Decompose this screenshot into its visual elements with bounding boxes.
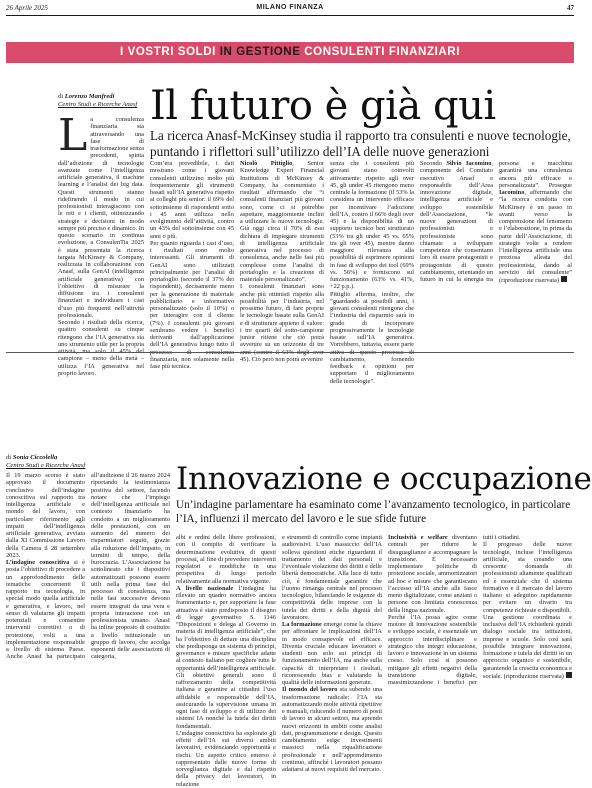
article2-column-2: albi e ordini delle libere professioni, con il compito di verificare la determinazione evolutiva di questi processi, al fine di prevedere interventi regolatori e modifiche in una prospettiva di lungo periodo relativamente alla normativa vigente. A livello nazionale l’indagine ha rilevato un quadro normativo ancora frammentario e, per supportare la fase attuativa è stato predisposto il disegno di legge governativo S. 1146 “Disposizioni e delega al Governo in materia di intelligenza artificiale”, che ha l’obiettivo di dettare una disciplina che predisponga un sistema di principi, governance e misure specifiche adatte al contesto italiano per cogliere tutte le opportunità dell’intelligenza artificiale. Gli obiettivi generali sono il rafforzamento della competitività italiana e garantire ai cittadini l’uso affidabile e responsabile dell’IA, assicurando la supervisione umana in ogni fase di sviluppo e di utilizzo dei sistemi IA nonché la tutela dei diritti fondamentali. L’indagine conoscitiva ha esplorato gli effetti dell’IA sui diversi ambiti lavorativi, evidenziando opportunità e rischi. Un aspetto critico emerso è rappresentato dalle nuove forme di sorveglianza digitale e dal rispetto della privacy dei lavoratori, in relazione bbox=[176, 534, 276, 788]
article2-author: Sonia Ciccolella bbox=[12, 454, 58, 461]
article1-dropcap: L bbox=[58, 110, 88, 161]
banner-part1: I VOSTRI SOLDI bbox=[120, 46, 220, 58]
article-divider bbox=[6, 352, 574, 353]
article2-column-3: e strumenti di controllo come impianti audiovisivi. L’uso massiccio dell’IA solleva questioni etiche riguardanti il trattamento dei dati personali e l’eventuale violazione dei diritti e delle libertà democratiche. Alla luce di tutto ciò, è fondamentale garantire che l’uomo rimanga centrale nel processo tecnologico, bilanciando le esigenze di competitività delle imprese con la tutela dei diritti e della dignità del lavoratore. La formazione emerge come la chiave per affrontare le implicazioni dell’IA in modo consapevole ed efficace. Diventa cruciale educare lavoratori e studenti non solo sui principi di funzionamento dell’IA, ma anche sulla capacità di interpretare i risultati, riconoscendo bias e valutando la qualità delle informazioni generate. Il mondo del lavoro sta subendo una trasformazione radicale: l’IA sta automatizzando molte attività ripetitive e manuali, riducendo il numero di posti di lavoro in alcuni settori, ma aprendo nuovi orizzonti in ambiti come analisi dati, programmazione e design. Questo cambiamento esige investimenti massicci nella riqualificazione professionale e nell’apprendimento continuo, affinché i lavoratori possano adattarsi ai nuovi requisiti del mercato. bbox=[282, 534, 383, 773]
article1-col1-text: a consulenza finanziaria sta attraversando una fase di trasformazione senza precedenti, spinta dall’adozione di tecnologie avanzate come l’intelligenza artificiale generativa, il machine learning e l’analisi dei big data. Questi strumenti stanno ridefinendo il modo in cui professionisti interagiscono con le reti e i clienti, ottimizzando strategie e decisioni in modo sempre più preciso e dinamico. In questo scenario in continua evoluzione, a ConsulenTia 2025 è stata presentata la ricerca targata McKinsey & Company, realizzata in collaborazione con Anasf, sulla GenAI (intelligenza artificiale generativa) con l’obiettivo di misurare la diffusione tra i consulenti finanziari e individuare i casi d’uso più frequenti nell’attività professionale. Secondo i risultati della ricerca, quattro consulenti su cinque ritengono che l’IA generativa sia uno strumento utile per la propria campione – meno della metà – utilizza l’IA generativa nel proprio lavoro. bbox=[58, 116, 144, 377]
article1-column-3 bbox=[240, 160, 324, 363]
page-number: 47 bbox=[567, 4, 574, 12]
article2-column-4: Inclusività e welfare diventano centrali per ridurre le disuguaglianze e accompagnare la transizione. È necessario implementare politiche di protezione sociale, ammortizzatori ad hoc e misure che garantiscano l’accesso all’IA anche alle fasce meno digitalizzate, come anziani o persone con limitata conoscenza della lingua nazionale. Perché l’IA possa agire come motore di innovazione sostenibile e sviluppo sociale, è essenziale un approccio interdisciplinare e strategico che integri educazione, lavoro e innovazione in un sistema coeso. Solo così si possono mitigare gli effetti negativi della transizione digitale, massimizzandone i benefici per tutti i cittadini. Il progresso delle nuove tecnologie, incluse l’intelligenza artificiale, sta creando una crescente domanda di professionisti altamente qualificati ed è essenziale che il sistema formativo e il mercato del lavoro italiano si adeguino rapidamente per evitare un divario tra competenze richieste e disponibili. Una gestione coordinata e inclusiva dell’IA richiederà quindi dialogo sociale tra istituzioni, imprese e scuole. Solo così sarà possibile integrare innovazione, formazione e tutela dei diritti in un approccio organico e sostenibile, garantendo la crescita economica e sociale. (riproduzione riservata) bbox=[388, 534, 572, 686]
end-mark-icon bbox=[566, 672, 572, 678]
end-mark-icon bbox=[561, 276, 567, 282]
article1-col3-lead: Nicolò Pittiglio bbox=[240, 160, 293, 167]
header-rule bbox=[6, 15, 574, 16]
article2-col3-lead: La formazione bbox=[282, 621, 322, 628]
article1-column-4 bbox=[330, 160, 414, 385]
section-banner bbox=[6, 42, 574, 63]
article2-col3-lead2: Il mondo del lavoro bbox=[282, 686, 338, 694]
issue-date: 26 Aprile 2025 bbox=[6, 4, 48, 12]
article1-author: Lorenzo Manfredi bbox=[64, 93, 115, 100]
article1-column-5: Secondo Silvio Iacomino, componente del Comitato esecutivo Anasf e responsabile dell’Area innovazione digitale, intelligenza artificiale e sviluppo sostenibile dell’Associazione, “le nuove generazioni di professionisti e professioniste sono chiamate a sviluppare competenze che consentano loro di essere protagonisti e protagoniste di questo cambiamento, orientando un futuro in cui la sinergia tra persona e macchina garantirà una consulenza ancora più efficace e personalizzata”. Prosegue Iacomino, affermando che “la ricerca condotta con McKinsey è un passo in avanti verso la comprensione del fenomeno e l’elaborazione, in prima da parte dell’Associazione, di strategie volte a rendere l’intelligenza artificiale una preziosa alleata del professionista, dando al servizio del consulente” (riproduzione riservata) bbox=[420, 160, 572, 284]
article2-column-1: Il 19 marzo scorso è stato approvato il documento conclusivo dell’indagine conoscitiva sul rapporto tra intelligenza artificiale e mondo del lavoro, con particolare riferimento agli impatti dell’intelligenza artificiale generativa, avviata dalla XI Commissione Lavoro della Camera il 28 settembre 2023. L’indagine conoscitiva si è posta l’obiettivo di procedere a un approfondimento delle tematiche concernenti il rapporto tra tecnologia, in special modo quella artificiale e generativa, e lavoro, nel senso di valutarne gli impatti potenziali e consentire interventi correttivi o di protezione, volti a una implementazione responsabile a livello di sistema Paese. Anche Anasf ha partecipato all’audizione il 26 marzo 2024 riportando la testimonianza positiva del settore, facendo notare che l’impiego dell’intelligenza artificiale nel contesto finanziario ha condotto a un miglioramento delle prestazioni, con un aumento del numero dei risparmiatori seguiti, grazie alla riduzione dell’impatto, in termini di tempo, della burocrazia. L’Associazione ha sottolineato che i dispositivi automatizzati possono essere utili nella prima fase del processo di consulenza, ma nelle fasi successive devono essere integrati da una vera e propria interazione con un professionista umano. Anasf ha infine proposto di costituire a livello istituzionale un gruppo di lavoro, che accolga esponenti delle associazioni di categoria, bbox=[6, 472, 170, 661]
banner-part2: IN GESTIONE bbox=[219, 46, 301, 58]
article1-col2-text: Com’era prevedibile, i dati mostrano come i giovani consulenti utilizzino molto più frequentemente gli strumenti basati sull’IA generativa rispetto ai colleghi più senior: il 69% del sottoinsieme di rispondenti sotto i 45 anni utilizza nello svolgimento dell’attività, contro un 43% del sottoinsieme con 45 anni o più. Per quanto riguarda i casi d’uso, i risultati sono molto interessanti. Gli strumenti di GenAI sono utilizzati principalmente per l’analisi di portafoglio (secondo il 37% dei rispondenti), decisamente meno per la generazione di materiale pubblicitario e informativo personalizzato (solo il 10%) o per interagire con il cliente (7%). I consulenti più giovani sembrano vedere i benefici derivanti dall’applicazione dell’IA generativa lungo tutto il finanziaria, non solamente nella fase più tecnica. bbox=[150, 160, 234, 370]
publication-name: MILANO FINANZA bbox=[256, 4, 324, 11]
article1-col5-lead: Silvio Iacomino bbox=[446, 160, 492, 167]
article2-subheadline: Un’indagine parlamentare ha esaminato come l’avanzamento tecnologico, in particolare l’IA, influenzi il mercato del lavoro e le sue sfide future bbox=[176, 499, 571, 525]
article1-author-role: Centro Studi e Ricerche Anasf bbox=[58, 101, 138, 108]
article2-col4-lead: Inclusività e welfare bbox=[388, 534, 448, 541]
article2-headline: Innovazione e occupazione bbox=[176, 461, 592, 497]
article1-column-1 bbox=[58, 110, 144, 377]
article1-column-2 bbox=[150, 160, 234, 370]
article2-col2-lead: A livello nazionale bbox=[176, 584, 234, 592]
article1-byline: di Lorenzo Manfredi Centro Studi e Ricerche Anasf bbox=[58, 93, 148, 109]
article1-col3-text: , Senior Knowledge Expert Financial Institutions di McKinsey & Company, ha commentato i risultati affermando che “i consulenti finanziari più giovani sono, come ci si potrebbe aspettare, maggiormente inclini a utilizzare le nuove tecnologie. Già oggi circa il 70% di essi dichiara di impiegare strumenti di intelligenza artificiale generativa nel processo di consulenza, anche nelle fasi più complesse come l’analisi di portafoglio e la creazione di materiale personalizzato”. I consulenti finanziari sono anche più ottimisti rispetto alla possibilità per l’industria, nel prossimo futuro, di fare proprie le tecnologie basate sulla GenAI e di strutturare appieno il valore: i tre quarti del sotto-campione junior ritiene che ciò potrà avvenire su un orizzonte di tre 45). Ciò però non potrà avvenire bbox=[240, 160, 324, 363]
article2-author-role: Centro Studi e Ricerche Anasf bbox=[6, 462, 86, 469]
article1-headline: Il futuro è già qui bbox=[150, 83, 496, 129]
article2-col1-lead: L’indagine conoscitiva bbox=[6, 559, 70, 566]
article1-col4-text: senza che i consulenti più giovani siano coinvolti attivamente: rispetto agli over 45, gli under 45 ritengono meno centrale la formazione (il 53% la considera un intervento efficace per incentivare l’adozione dell’IA, contro il 66% degli over 45) e la disponibilità di un supporto tecnico ben strutturato (53% tra gli under 45 vs. 65% tra gli over 45), mentre danno maggiore rilevanza alla possibilità di esprimere opinioni in fase di sviluppo dei tool (69% vs. 56%) e forniscono sul funzionamento (63% vs. 41%, +22 p.p.). Pittiglio afferma, inoltre, che “guardando ai possibili anni, i giovani consulenti ritengono che l’industria del risparmio sarà in grado di incorporare progressivamente le tecnologie basate sull’IA generativa. Vorrebbero, tuttavia, essere parte cambiamento, fornendo feedback e opinioni per supportare il miglioramento delle tecnologie”. bbox=[330, 160, 414, 385]
banner-part3: CONSULENTI FINANZIARI bbox=[300, 46, 460, 58]
article1-subheadline: La ricerca Anasf-McKinsey studia il rapporto tra consulenti e nuove tecnologie, puntando i riflettori sull’utilizzo dell’IA delle nuove generazioni bbox=[150, 128, 571, 159]
article2-byline: di Sonia Ciccolella Centro Studi e Ricerche Anasf bbox=[6, 454, 166, 470]
